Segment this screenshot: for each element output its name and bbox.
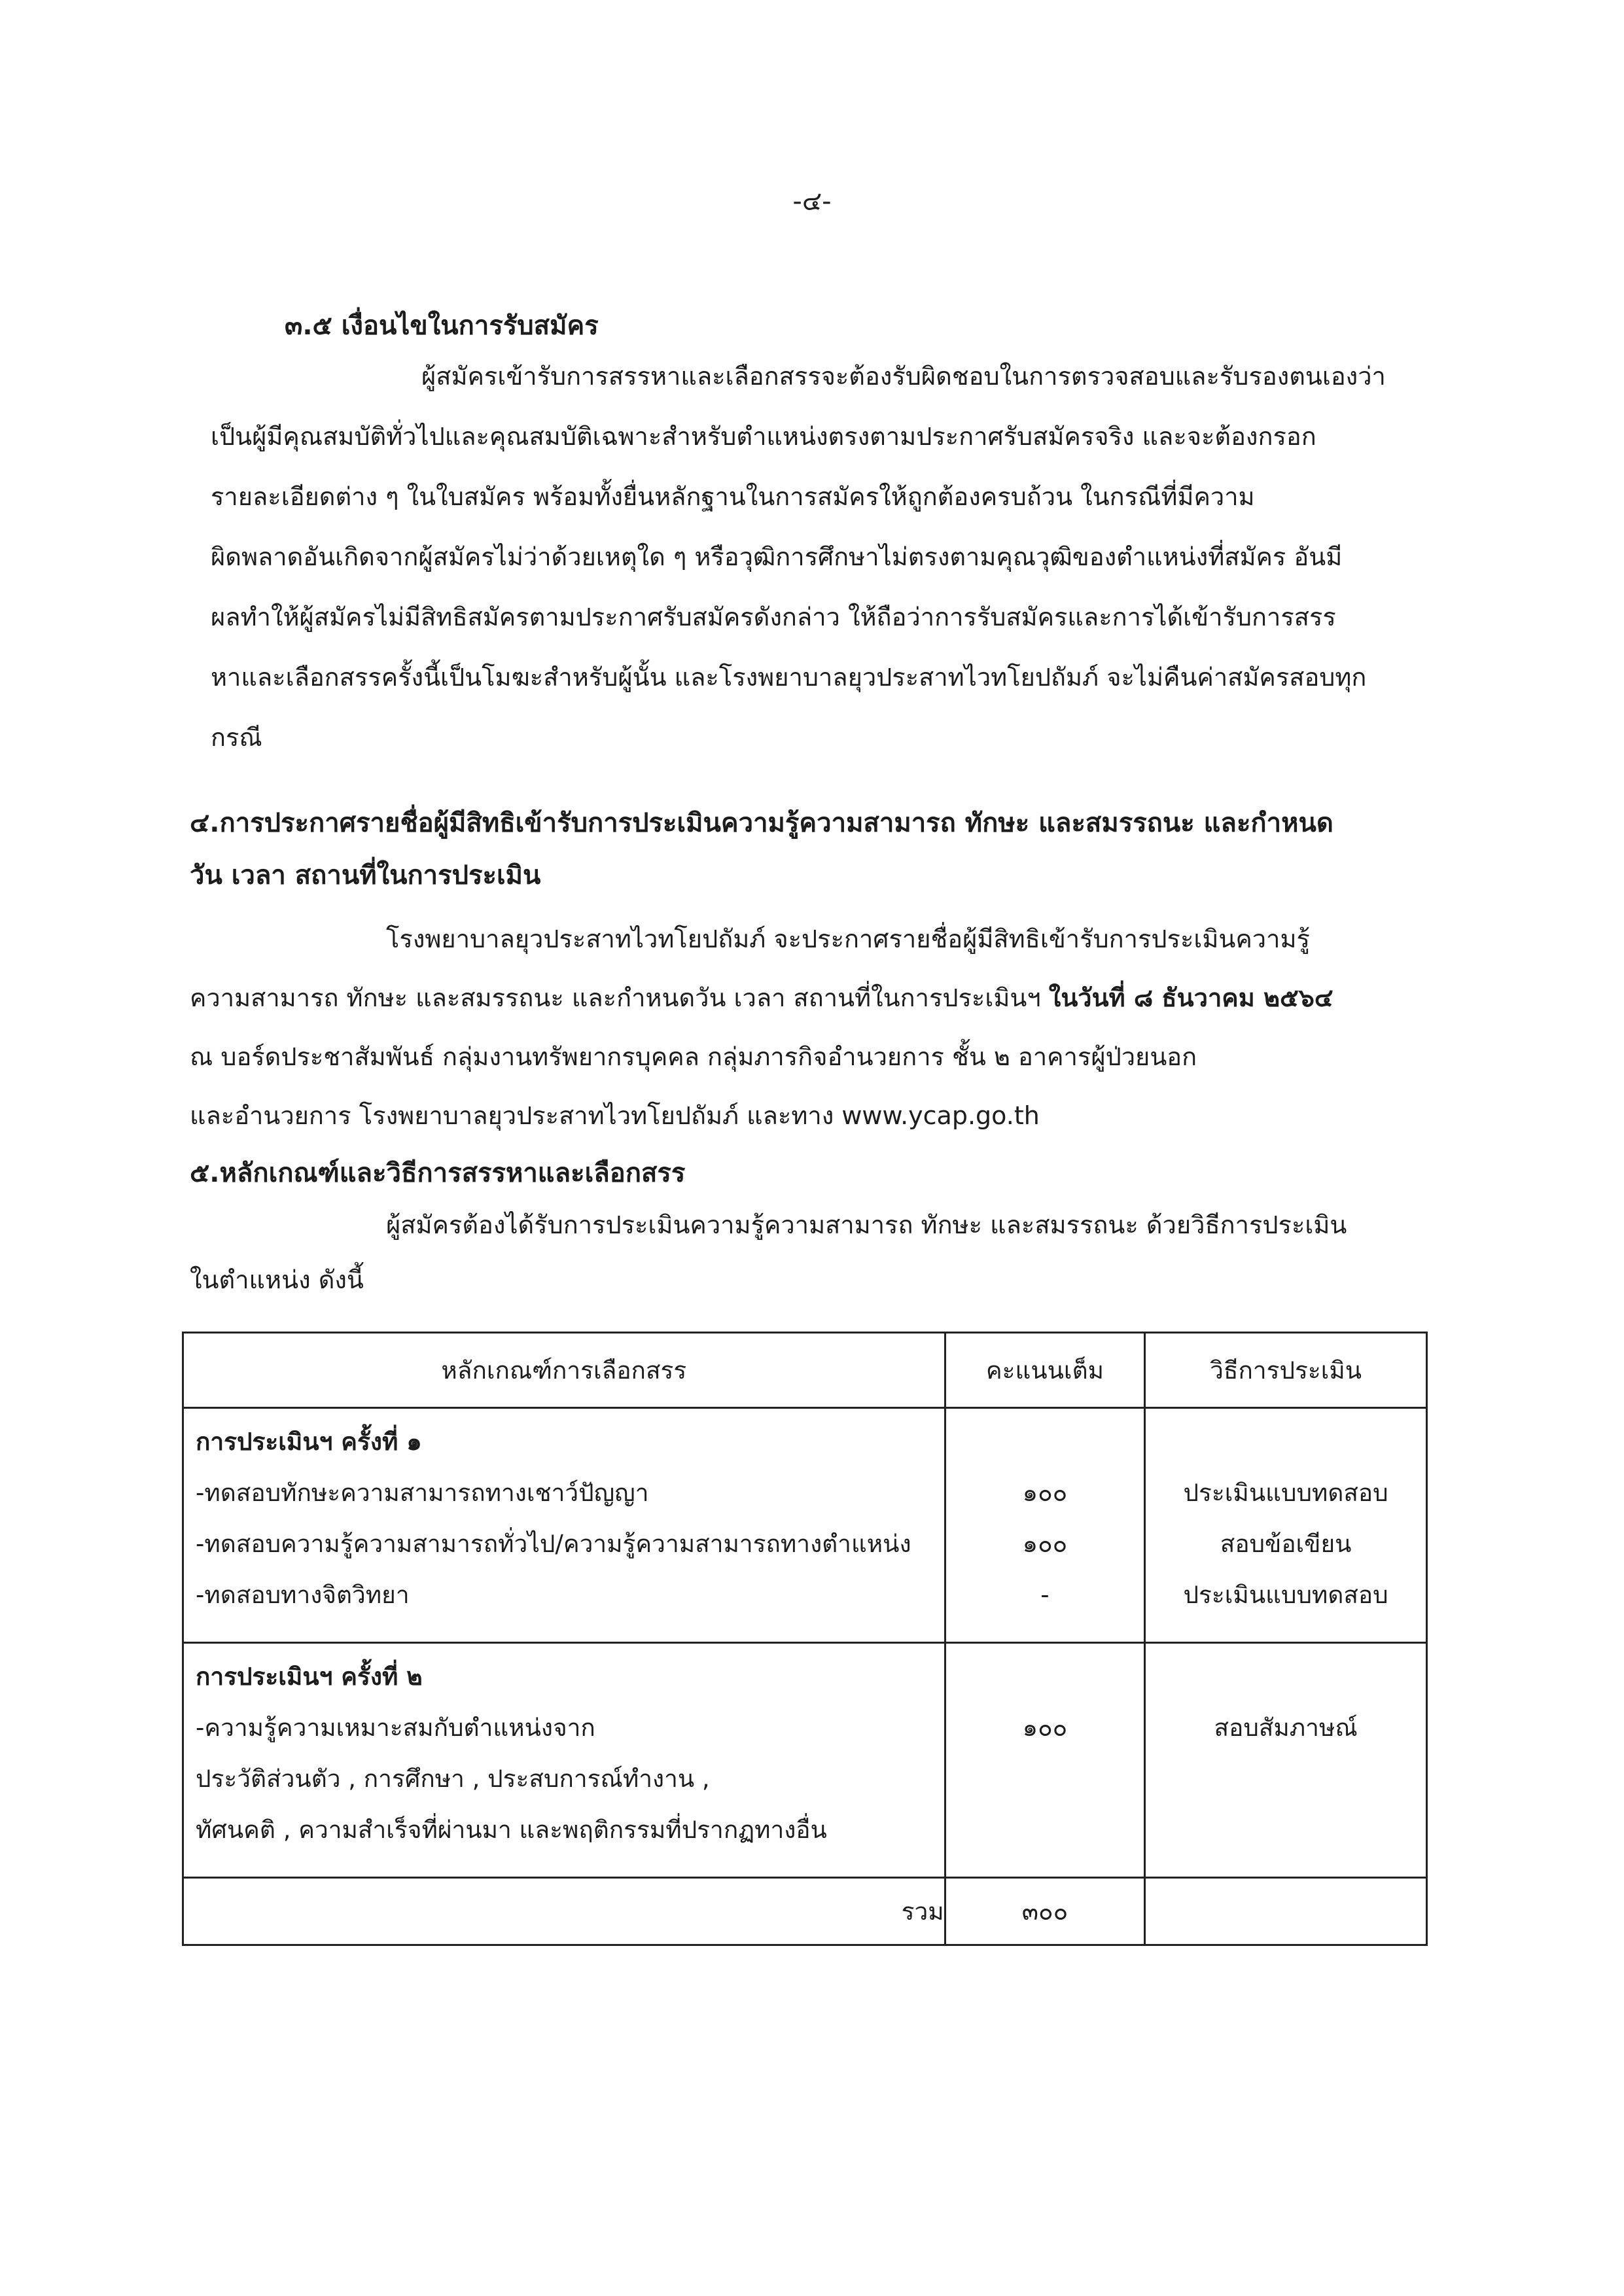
table-row-total [183,1878,1427,1945]
round2-item: ประวัติส่วนตัว , การศึกษา , ประสบการณ์ทำงาน , [196,1765,710,1793]
announcement-date: ในวันที่ ๘ ธันวาคม ๒๕๖๔ [1048,983,1333,1012]
round2-item: -ความรู้ความเหมาะสมกับตำแหน่งจาก [196,1714,595,1742]
round1-method: ประเมินแบบทดสอบ [1183,1479,1388,1507]
body-line: โรงพยาบาลยุวประสาทไวทโยปถัมภ์ จะประกาศรายชื่อผู้มีสิทธิเข้ารับการประเมินความรู้ [386,925,1310,953]
round1-method-cell [1145,1408,1427,1643]
body-line: ผู้สมัครต้องได้รับการประเมินความรู้ความสามารถ ทักษะ และสมรรถนะ ด้วยวิธีการประเมิน [386,1210,1347,1239]
round2-method: สอบสัมภาษณ์ [1214,1714,1358,1742]
round1-method: สอบข้อเขียน [1220,1530,1352,1558]
table-header-row [183,1333,1427,1408]
section-5-body [190,1197,1426,1307]
round2-score: ๑๐๐ [1022,1714,1068,1742]
round2-criteria-cell [183,1643,945,1878]
round1-score: ๑๐๐ [1022,1530,1068,1558]
round1-criteria-cell [183,1408,945,1643]
section-4-heading-line2: วัน เวลา สถานที่ในการประเมิน [190,860,541,891]
header-criteria: หลักเกณฑ์การเลือกสรร [183,1333,945,1408]
body-line-text: ความสามารถ ทักษะ และสมรรถนะ และกำหนดวัน เวลา สถานที่ในการประเมินฯ [190,983,1049,1012]
section-4-heading-line1: ๔.การประกาศรายชื่อผู้มีสิทธิเข้ารับการประเมินความรู้ความสามารถ ทักษะ และสมรรถนะ และกำหนด [190,808,1333,838]
round2-item: ทัศนคติ , ความสำเร็จที่ผ่านมา และพฤติกรรมที่ปรากฏทางอื่น [196,1816,827,1844]
round1-score: - [1040,1581,1050,1609]
total-label: รวม [183,1878,945,1945]
page-number: -๔- [792,186,832,217]
body-line: หาและเลือกสรรครั้งนี้เป็นโมฆะสำหรับผู้นั้น และโรงพยาบาลยุวประสาทไวทโยปถัมภ์ จะไม่คืนค่าสมัครสอบทุก [211,663,1367,692]
section-4-body [190,910,1426,1145]
round1-item: -ทดสอบทางจิตวิทยา [196,1581,410,1609]
table-row-round1 [183,1408,1427,1643]
body-line: ผู้สมัครเข้ารับการสรรหาและเลือกสรรจะต้องรับผิดชอบในการตรวจสอบและรับรองตนเองว่า [421,362,1386,391]
round1-score-cell [945,1408,1145,1643]
total-method-empty [1145,1878,1427,1945]
total-score: ๓๐๐ [945,1878,1145,1945]
round2-title: การประเมินฯ ครั้งที่ ๒ [196,1663,423,1691]
section-3-5-body [211,346,1426,768]
header-full-score: คะแนนเต็ม [945,1333,1145,1408]
round1-item: -ทดสอบความรู้ความสามารถทั่วไป/ความรู้ความสามารถทางตำแหน่ง [196,1530,911,1558]
section-3-5-heading: ๓.๕ เงื่อนไขในการรับสมัคร [285,311,599,341]
round2-method-cell [1145,1643,1427,1878]
header-method: วิธีการประเมิน [1145,1333,1427,1408]
body-line: รายละเอียดต่าง ๆ ในใบสมัคร พร้อมทั้งยื่นหลักฐานในการสมัครให้ถูกต้องครบถ้วน ในกรณีที่มีความ [211,482,1255,511]
round1-item: -ทดสอบทักษะความสามารถทางเชาว์ปัญญา [196,1479,649,1507]
body-line: ณ บอร์ดประชาสัมพันธ์ กลุ่มงานทรัพยากรบุคคล กลุ่มภารกิจอำนวยการ ชั้น ๒ อาคารผู้ป่วยนอก [190,1042,1197,1071]
round1-score: ๑๐๐ [1022,1479,1068,1507]
section-5-heading: ๕.หลักเกณฑ์และวิธีการสรรหาและเลือกสรร [190,1158,686,1188]
body-line: เป็นผู้มีคุณสมบัติทั่วไปและคุณสมบัติเฉพาะสำหรับตำแหน่งตรงตามประกาศรับสมัครจริง และจะต้องกรอก [211,422,1316,451]
round1-title: การประเมินฯ ครั้งที่ ๑ [196,1428,422,1456]
body-line: และอำนวยการ โรงพยาบาลยุวประสาทไวทโยปถัมภ์ และทาง www.ycap.go.th [190,1101,1040,1130]
body-line: ผลทำให้ผู้สมัครไม่มีสิทธิสมัครตามประกาศรับสมัครดังกล่าว ให้ถือว่าการรับสมัครและการได้เข้ารับการสรร [211,603,1336,631]
criteria-table [182,1332,1428,1946]
body-line: กรณี [211,723,262,752]
body-line: ผิดพลาดอันเกิดจากผู้สมัครไม่ว่าด้วยเหตุใด ๆ หรือวุฒิการศึกษาไม่ตรงตามคุณวุฒิของตำแหน่งที่สมัคร อันมี [211,542,1343,571]
round2-score-cell [945,1643,1145,1878]
table-row-round2 [183,1643,1427,1878]
body-line: ในตำแหน่ง ดังนี้ [190,1265,364,1294]
body-line [190,968,1426,1027]
round1-method: ประเมินแบบทดสอบ [1183,1581,1388,1609]
